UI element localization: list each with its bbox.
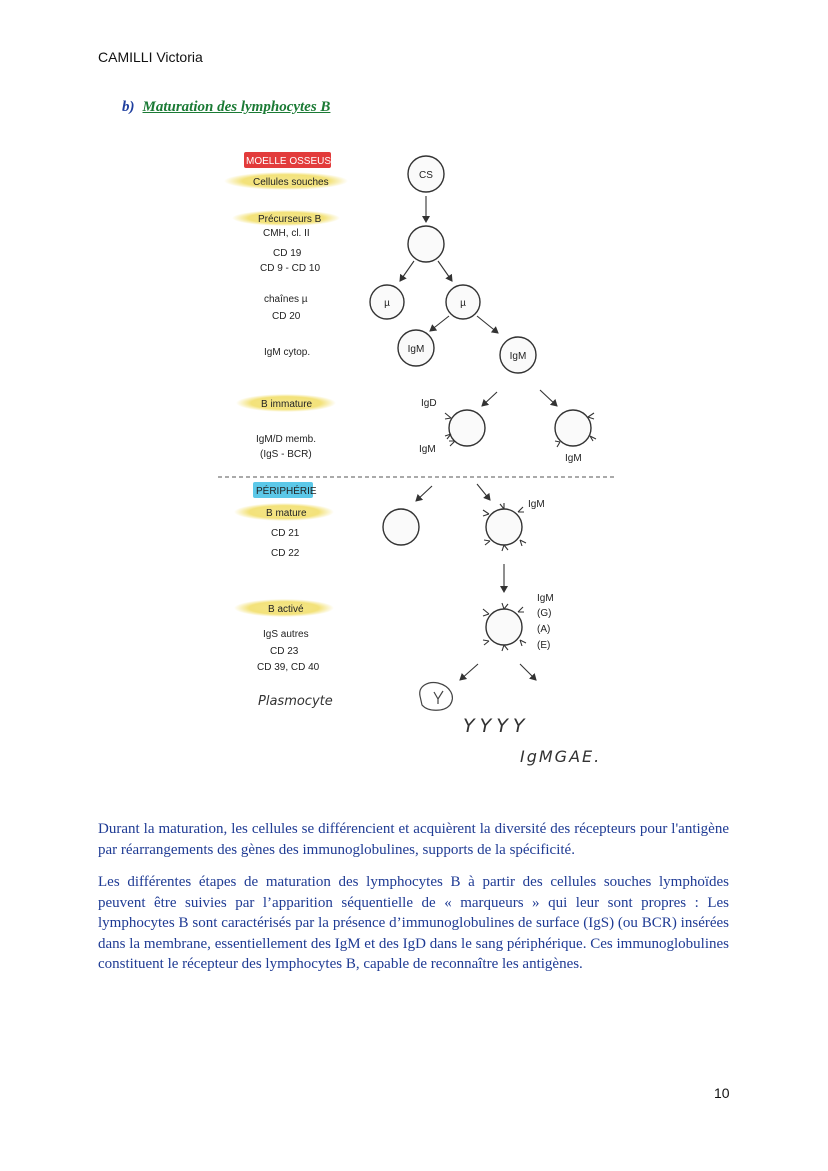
maturation-diagram [0,140,828,780]
label-peripherie: PÉRIPHÉRIE [256,486,317,497]
label-cd19: CD 19 [273,248,302,259]
label-b-immature: B immature [261,399,313,410]
label-cmh: CMH, cl. II [263,228,310,239]
paragraph-2: Les différentes étapes de maturation des lymphocytes B à partir des cellules souches lymphoïdes peuvent être suivies par l’apparition séquentielle de « marqueurs » qui leur sont propres : Les lymphocytes B sont caractérisés par la présence d’immunoglobulines de surface (IgS) (ou BCR) insérées dans la membrane, essentiellement des IgM et des IgD dans le sang périphérique. Ces immunoglobulines constituent le récepteur des lymphocytes B, capable de reconnaître les antigènes. [98,874,729,972]
label-chaines: chaînes µ [264,294,308,305]
cell-b-mature-right [486,509,522,545]
label-b-active: B activé [268,604,304,615]
section-title [122,99,330,116]
label-g: (G) [537,608,552,619]
label-igm-immature-left: IgM [419,444,436,455]
label-cd20: CD 20 [272,311,301,322]
section-label: b) [122,99,135,115]
cell-precursor [408,226,444,262]
label-b-mature: B mature [266,508,307,519]
cell-b-immature-right [555,410,591,446]
handwritten-plasmocyte: Plasmocyte [258,694,333,709]
label-igm-active: IgM [537,593,554,604]
cell-b-mature-left [383,509,419,545]
header-author: CAMILLI Victoria [98,49,203,65]
cell-igm-left-label: IgM [407,344,425,355]
cell-igm-right-label: IgM [509,351,527,362]
label-cd23: CD 23 [270,646,299,657]
label-igs-bcr: (IgS - BCR) [260,449,312,460]
label-cd39-cd40: CD 39, CD 40 [257,662,320,673]
label-cd22: CD 22 [271,548,300,559]
label-a: (A) [537,624,551,635]
cell-mu-left-label: µ [384,298,390,309]
cell-b-active [486,609,522,645]
label-igm-cytop: IgM cytop. [264,347,311,358]
label-igmd-memb: IgM/D memb. [256,434,317,445]
label-e: (E) [537,640,551,651]
label-igm-immature-right: IgM [565,453,582,464]
label-igm-mature: IgM [528,499,545,510]
label-cd9-cd10: CD 9 - CD 10 [260,263,321,274]
label-igd: IgD [421,398,437,409]
label-cellules-souches: Cellules souches [253,177,329,188]
paragraph-1: Durant la maturation, les cellules se différencient et acquièrent la diversité des récepteurs pour l'antigène par réarrangements des gènes des immunoglobulines, supports de la spécificité. [98,821,729,858]
label-igs-autres: IgS autres [263,629,309,640]
plasmocyte-drawing [420,683,453,711]
cell-mu-right-label: µ [460,298,466,309]
page-number: 10 [714,1085,730,1101]
label-cd21: CD 21 [271,528,300,539]
label-moelle: MOELLE OSSEUSE [246,156,338,167]
handwritten-antibodies: YYYY [463,715,530,737]
section-title-text: Maturation des lymphocytes B [142,99,331,115]
handwritten-igs: IgMGAE. [520,747,602,766]
cell-cs-label: CS [419,170,433,181]
label-precurseurs: Précurseurs B [258,214,322,225]
